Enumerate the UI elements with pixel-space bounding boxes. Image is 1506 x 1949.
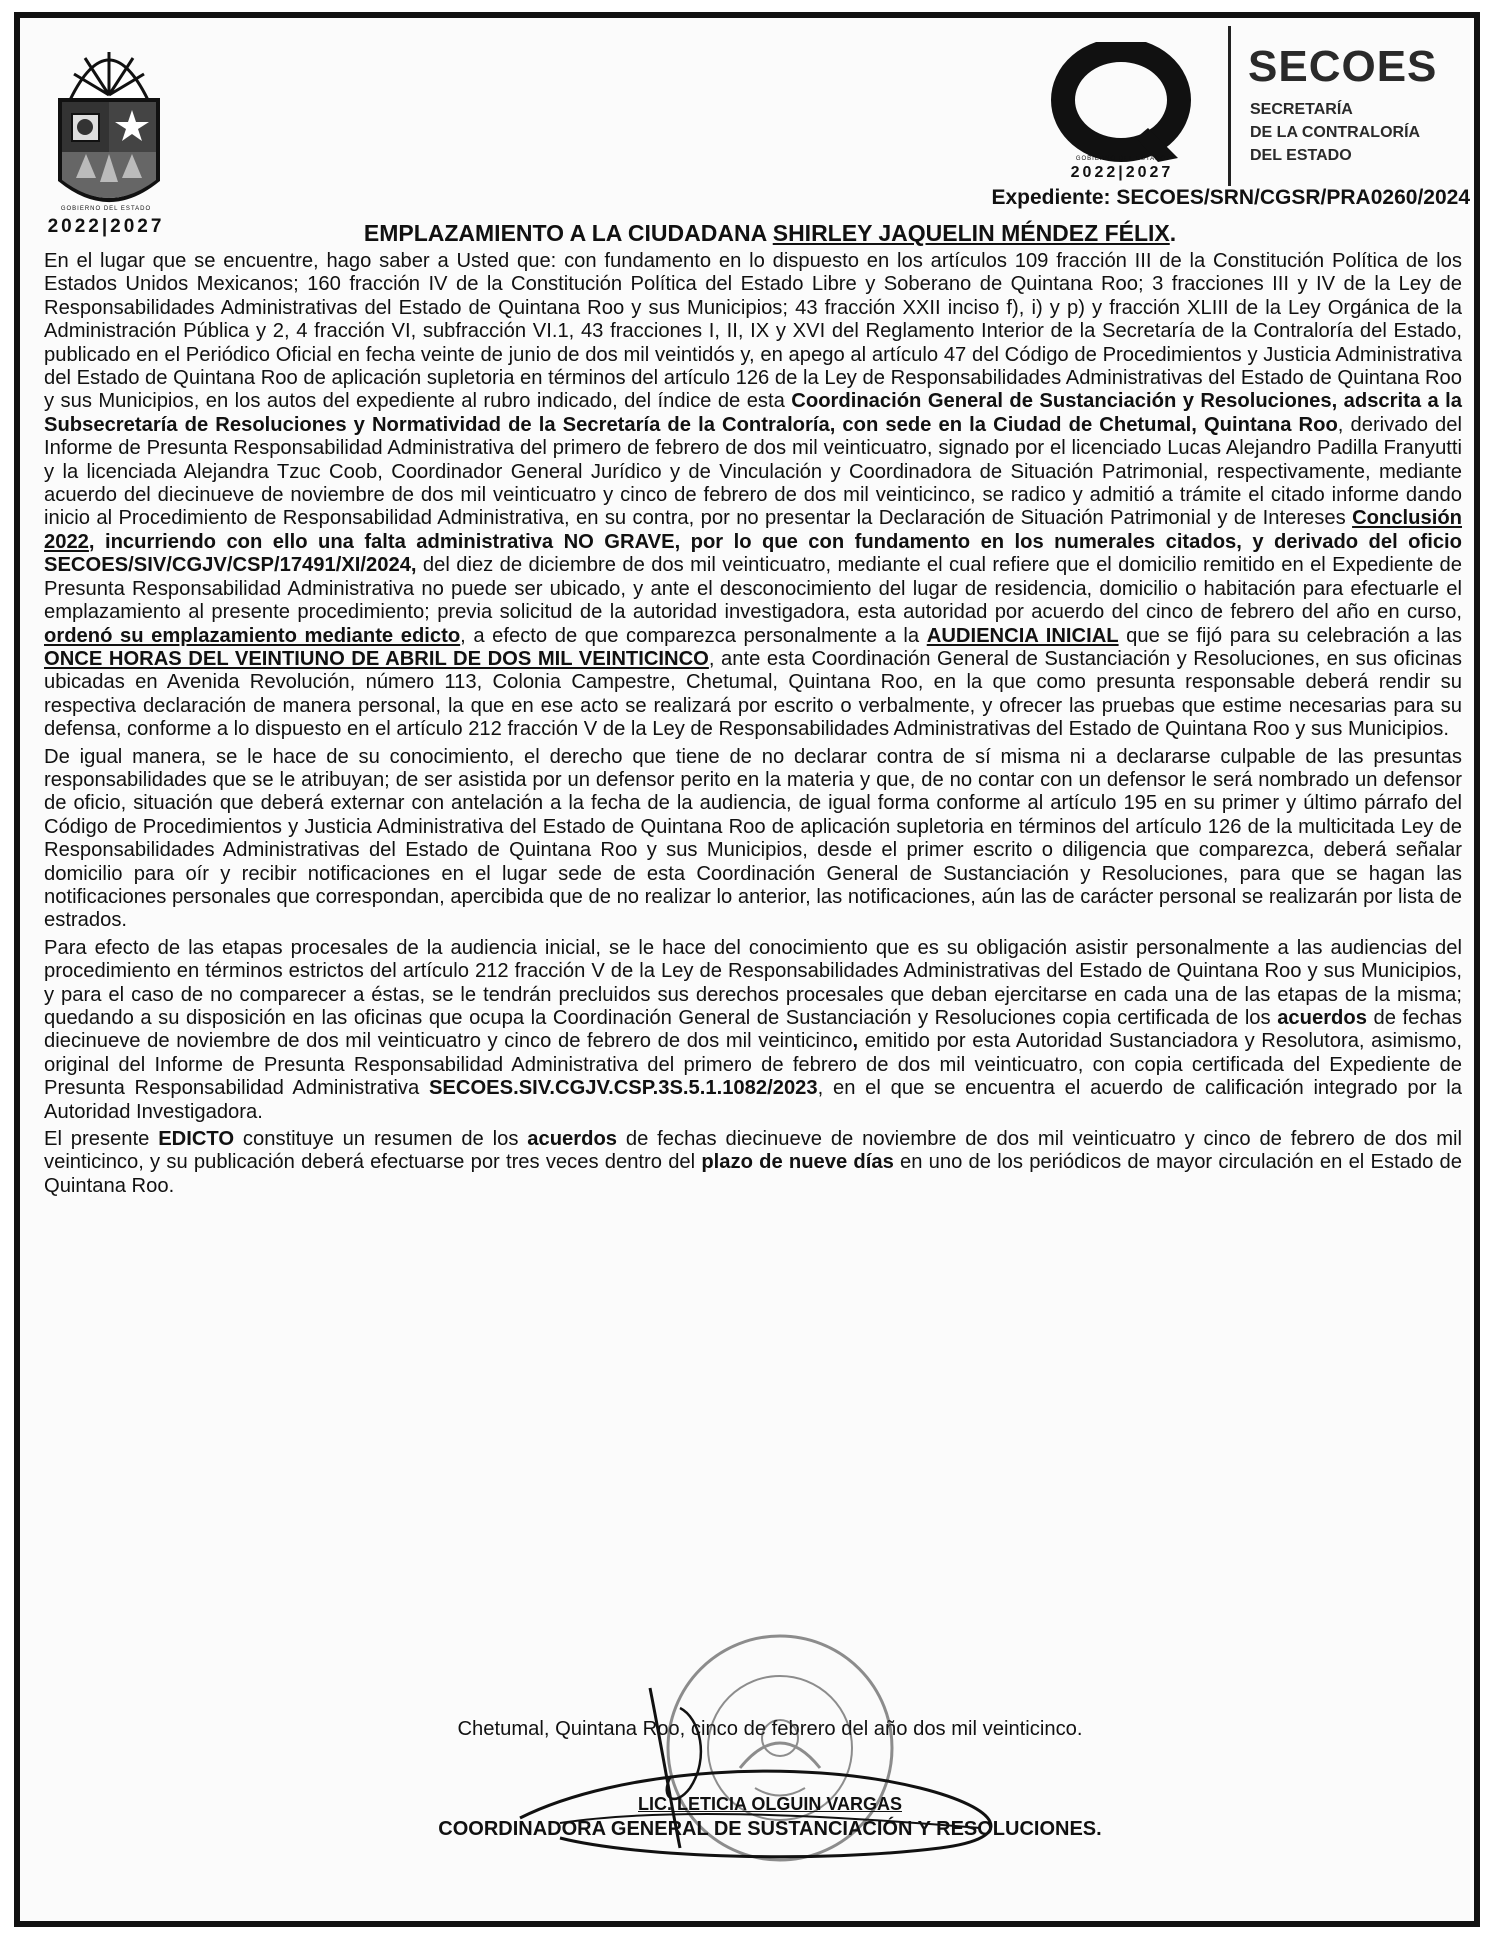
p1-bold-authority: Coordinación General de Sustanciación y Resoluciones, adscrita a la Subsecretaría de Resoluciones y Normatividad de la Secretaría de la Contraloría, con sede en la Ciudad de Chetumal, Quintana Roo (44, 390, 1462, 436)
brand-sub-line-1: SECRETARÍA (1250, 101, 1353, 118)
p3-bold-acuerdos: acuerdos (1277, 1007, 1367, 1029)
p4-bold-plazo: plazo de nueve días (701, 1151, 894, 1174)
case-number: Expediente: SECOES/SRN/CGSR/PRA0260/2024 (991, 186, 1470, 209)
p1-text-c: , derivado del Informe de Presunta Responsabilidad Administrativa del primero de febrero de dos mil veinticuatro, signado por el licenciado Lucas Alejandro Padilla Franyutti y la licenciada Alejandra Tzuc Coob, Coordinador General Jurídico y de Vinculación y Coordinadora de Situación Patrimonial, respectivamente, mediante acuerdo del diecinueve de noviembre de dos mil veinticuatro y cinco de febrero de dos mil veinticinco, se radico y admitió a trámite el citado informe dando inicio al Procedimiento de Responsabilidad Administrativa, en su contra, por no presentar la Declaración de Situación Patrimonial y de Intereses (44, 413, 1462, 530)
p1-text-h: , a efecto de que comparezca personalmente a la (460, 624, 927, 647)
brand-subtitle (1250, 98, 1480, 167)
p3-bold-file-number: SECOES.SIV.CGJV.CSP.3S.5.1.1082/2023 (428, 1077, 818, 1100)
p1-text-l: , ante esta Coordinación General de Sustanciación y Resoluciones, en sus oficinas ubicadas en Avenida Revolución, número 113, Colonia Campestre, Chetumal, Quintana Roo, en la que como presunta responsable deberá rendir su respectiva declaración de manera personal, la que en ese acto se realizará por escrito o verbalmente, y ofrecer las pruebas que estime necesarias para su defensa, conforme a lo dispuesto en el artículo 212 fracción V de la Ley de Responsabilidades Administrativas del Estado de Quintana Roo y sus Municipios. (44, 647, 1462, 741)
p1-text-f: del diez de diciembre de dos mil veinticuatro, mediante el cual refiere que el domicilio remitido en el Expediente de Presunta Responsabilidad Administrativa no puede ser ubicado, y ante el desconocimiento del lugar de residencia, domicilio o habitación para efectuarle el emplazamiento al presente procedimiento; previa solicitud de la autoridad investigadora, esta autoridad por acuerdo del cinco de febrero del año en curso, (44, 554, 1462, 624)
paragraph-2: De igual manera, se le hace de su conocimiento, el derecho que tiene de no declarar contra de sí misma ni a declararse culpable de las presuntas responsabilidades que se le atribuyan; de ser asistida por un defensor perito en la materia y que, de no contar con un defensor le será nombrado un defensor de oficio, situación que deberá externar con antelación a la fecha de la audiencia, de igual forma conforme al artículo 195 en su primer y último párrafo del Código de Procedimientos y Justicia Administrativa del Estado de Quintana Roo de aplicación supletoria en términos del artículo 126 de la multicitada Ley de Responsabilidades Administrativas del Estado de Quintana Roo y sus Municipios, desde el primer escrito o diligencia que comparezca, deberá señalar domicilio para oír y recibir notificaciones en el lugar sede de esta Coordinación General de Sustanciación y Resoluciones, para que se hagan las notificaciones personales que correspondan, apercibida que de no realizar lo anterior, las notificaciones, aún las de carácter personal se realizarán por lista de estrados. (44, 745, 1462, 932)
document-page (14, 12, 1480, 1927)
place-and-date: Chetumal, Quintana Roo, cinco de febrero del año dos mil veinticinco. (457, 1718, 1083, 1740)
title-suffix: . (1169, 220, 1177, 246)
p1-text-j: que se fijó para su celebración a las (1118, 624, 1462, 647)
p4-bold-edicto: EDICTO (158, 1128, 235, 1151)
p1-audiencia: AUDIENCIA INICIAL (926, 624, 1119, 647)
paragraph-1 (44, 250, 1462, 742)
p4-text-g: en uno de los periódicos de mayor circulación en el Estado de Quintana Roo. (44, 1151, 1462, 1197)
q-logo-caption: GOBIERNO DEL ESTADO (1075, 156, 1167, 162)
document-body (44, 250, 1462, 1202)
p1-bold-falta: , incurriendo con ello una falta administrativa NO GRAVE, por lo que con fundamento en los numerales citados, y derivado del oficio SECOES/SIV/CGJV/CSP/17491/XI/2024, (44, 530, 1462, 577)
p1-text-a: En el lugar que se encuentre, hago saber a Usted que: con fundamento en lo dispuesto en los artículos 109 fracción III de la Constitución Política de los Estados Unidos Mexicanos; 160 fracción IV de la Constitución Política del Estado Libre y Soberano de Quintana Roo; 3 fracciones III y IV de la Ley de Responsabilidades Administrativas del Estado de Quintana Roo y sus Municipios; 43 fracción XXII inciso f), i) y p) y fracción XLIII de la Ley Orgánica de la Administración Pública y 2, 4 fracción VI, subfracción VI.1, 43 fracciones I, II, IX y XVI del Reglamento Interior de la Secretaría de la Contraloría del Estado, publicado en el Periódico Oficial en fecha veinte de junio de dos mil veintidós y, en apego al artículo 47 del Código de Procedimientos y Justicia Administrativa del Estado de Quintana Roo de aplicación supletoria en términos del artículo 126 de la Ley de Responsabilidades Administrativas del Estado de Quintana Roo y sus Municipios, en los autos del expediente al rubro indicado, del índice de esta (44, 250, 1462, 413)
p1-hearing-date: ONCE HORAS DEL VEINTIUNO DE ABRIL DE DOS MIL VEINTICINCO (44, 647, 709, 670)
paragraph-4 (44, 1128, 1462, 1198)
p4-text-c: constituye un resumen de los (234, 1128, 528, 1151)
title-name: SHIRLEY JAQUELIN MÉNDEZ FÉLIX (772, 220, 1170, 246)
p3-text-e: emitido por esta Autoridad Sustanciadora y Resolutora, asimismo, original del Informe de Presunta Responsabilidad Administrativa del primero de febrero de dos mil veinticuatro, con copia certificada del Expediente de Presunta Responsabilidad Administrativa (44, 1030, 1463, 1100)
brand-sub-line-3: DEL ESTADO (1250, 147, 1352, 164)
signer-role: COORDINADORA GENERAL DE SUSTANCIACIÓN Y RESOLUCIONES. (438, 1818, 1102, 1840)
header-divider (1228, 26, 1231, 186)
handwritten-signature (500, 1648, 1060, 1878)
p3-text-g: , en el que se encuentra el acuerdo de calificación integrado por la Autoridad Investigadora. (44, 1077, 1462, 1123)
document-title (100, 220, 1440, 247)
signer-name: LIC. LETICIA OLGUIN VARGAS (638, 1794, 902, 1814)
p4-text-e: de fechas diecinueve de noviembre de dos mil veinticuatro y cinco de febrero de dos mil veinticinco, y su publicación deberá efectuarse por tres veces dentro del (44, 1128, 1463, 1174)
paragraph-3 (44, 937, 1462, 1124)
q-logo-year: 2022|2027 (1070, 164, 1174, 181)
p3-text-c: de fechas diecinueve de noviembre de dos mil veinticuatro y cinco de febrero de dos mil veinticinco (44, 1007, 1462, 1053)
p1-edicto-order: ordenó su emplazamiento mediante edicto (44, 624, 461, 647)
p4-text-a: El presente (44, 1128, 159, 1151)
p3-bold-comma: , (852, 1030, 859, 1053)
p1-conclusion: Conclusión 2022 (44, 507, 1462, 553)
brand-sub-line-2: DE LA CONTRALORÍA (1250, 124, 1421, 141)
crest-year: 2022|2027 (47, 216, 165, 237)
p4-bold-acuerdos: acuerdos (527, 1128, 618, 1151)
title-prefix: EMPLAZAMIENTO A LA CIUDADANA (363, 220, 773, 246)
brand-name: SECOES (1248, 42, 1438, 91)
p3-text-a: Para efecto de las etapas procesales de la audiencia inicial, se le hace del conocimiento que es su obligación asistir personalmente a las audiencias del procedimiento en términos estrictos del artículo 212 fracción V de la Ley de Responsabilidades Administrativas del Estado de Quintana Roo y sus Municipios, y para el caso de no comparecer a éstas, se le tendrán precluidos sus derechos procesales que deban ejercitarse en cada una de las etapas de la misma; quedando a su disposición en las oficinas que ocupa la Coordinación General de Sustanciación y Resoluciones copia certificada de los (44, 936, 1462, 1029)
q-government-logo (1046, 42, 1196, 172)
crest-caption: GOBIERNO DEL ESTADO (60, 206, 152, 212)
state-crest-logo (40, 30, 178, 226)
